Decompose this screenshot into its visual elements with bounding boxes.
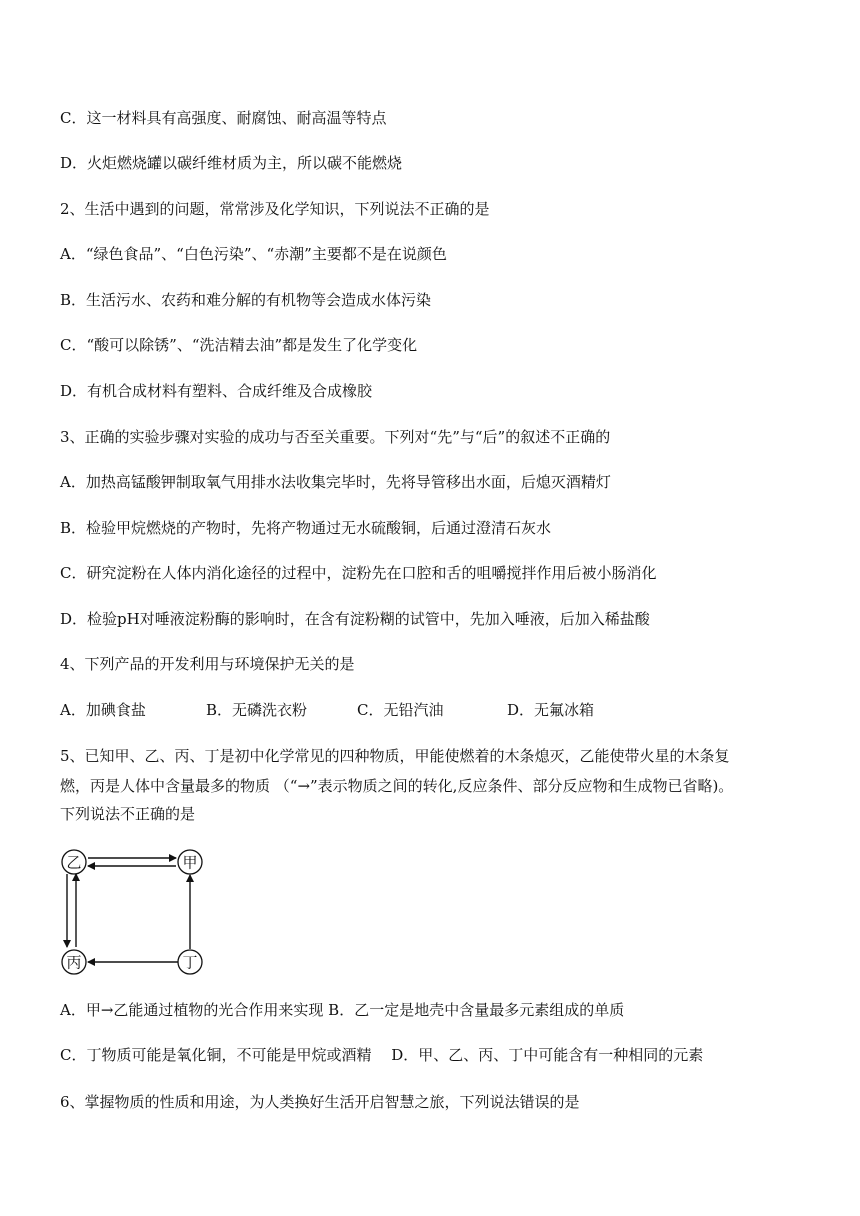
node-yi	[62, 850, 86, 874]
q1-option-c: C．这一材料具有高强度、耐腐蚀、耐高温等特点	[60, 109, 387, 127]
q1-option-d: D．火炬燃烧罐以碳纤维材质为主，所以碳不能燃烧	[60, 154, 403, 172]
q4-option-c: C．无铅汽油	[357, 701, 444, 719]
q5-stem-line-3: 下列说法不正确的是	[60, 805, 196, 823]
q2-stem: 2、生活中遇到的问题，常常涉及化学知识，下列说法不正确的是	[60, 200, 490, 218]
q4-option-b: B．无磷洗衣粉	[206, 701, 308, 719]
q2-option-d: D．有机合成材料有塑料、合成纤维及合成橡胶	[60, 382, 373, 400]
substance-conversion-diagram	[58, 842, 208, 976]
node-ding	[178, 950, 202, 974]
q4-option-a: A．加碘食盐	[60, 701, 146, 719]
q5-options-cd: C．丁物质可能是氧化铜，不可能是甲烷或酒精 D．甲、乙、丙、丁中可能含有一种相同的元素	[60, 1046, 704, 1064]
q6-stem: 6、掌握物质的性质和用途，为人类换好生活开启智慧之旅，下列说法错误的是	[60, 1093, 580, 1111]
node-yi-label: 乙	[66, 853, 82, 872]
node-jia-label: 甲	[182, 853, 198, 872]
q5-stem-line-1: 5、已知甲、乙、丙、丁是初中化学常见的四种物质，甲能使燃着的木条熄灭，乙能使带火星的木条复	[60, 747, 730, 765]
q2-option-a: A．“绿色食品”、“白色污染”、“赤潮”主要都不是在说颜色	[60, 245, 447, 263]
q3-option-c: C．研究淀粉在人体内消化途径的过程中，淀粉先在口腔和舌的咀嚼搅拌作用后被小肠消化	[60, 564, 657, 582]
node-ding-label: 丁	[182, 953, 198, 972]
q4-stem: 4、下列产品的开发利用与环境保护无关的是	[60, 655, 355, 673]
q2-option-b: B．生活污水、农药和难分解的有机物等会造成水体污染	[60, 291, 432, 309]
q5-stem-line-2: 燃，丙是人体中含量最多的物质 （“→”表示物质之间的转化,反应条件、部分反应物和生成物已省略)。	[60, 777, 734, 795]
q5-options-ab: A．甲→乙能通过植物的光合作用来实现 B．乙一定是地壳中含量最多元素组成的单质	[60, 1001, 625, 1019]
q3-option-a: A．加热高锰酸钾制取氧气用排水法收集完毕时，先将导管移出水面，后熄灭酒精灯	[60, 473, 611, 491]
node-jia	[178, 850, 202, 874]
q3-option-b: B．检验甲烷燃烧的产物时，先将产物通过无水硫酸铜，后通过澄清石灰水	[60, 519, 552, 537]
q3-option-d: D．检验pH对唾液淀粉酶的影响时，在含有淀粉糊的试管中，先加入唾液，后加入稀盐酸	[60, 610, 650, 628]
node-bing-label: 丙	[66, 953, 82, 972]
q2-option-c: C．“酸可以除锈”、“洗洁精去油”都是发生了化学变化	[60, 336, 418, 354]
node-bing	[62, 950, 86, 974]
q4-option-d: D．无氟冰箱	[507, 701, 595, 719]
q3-stem: 3、正确的实验步骤对实验的成功与否至关重要。下列对“先”与“后”的叙述不正确的	[60, 428, 611, 446]
